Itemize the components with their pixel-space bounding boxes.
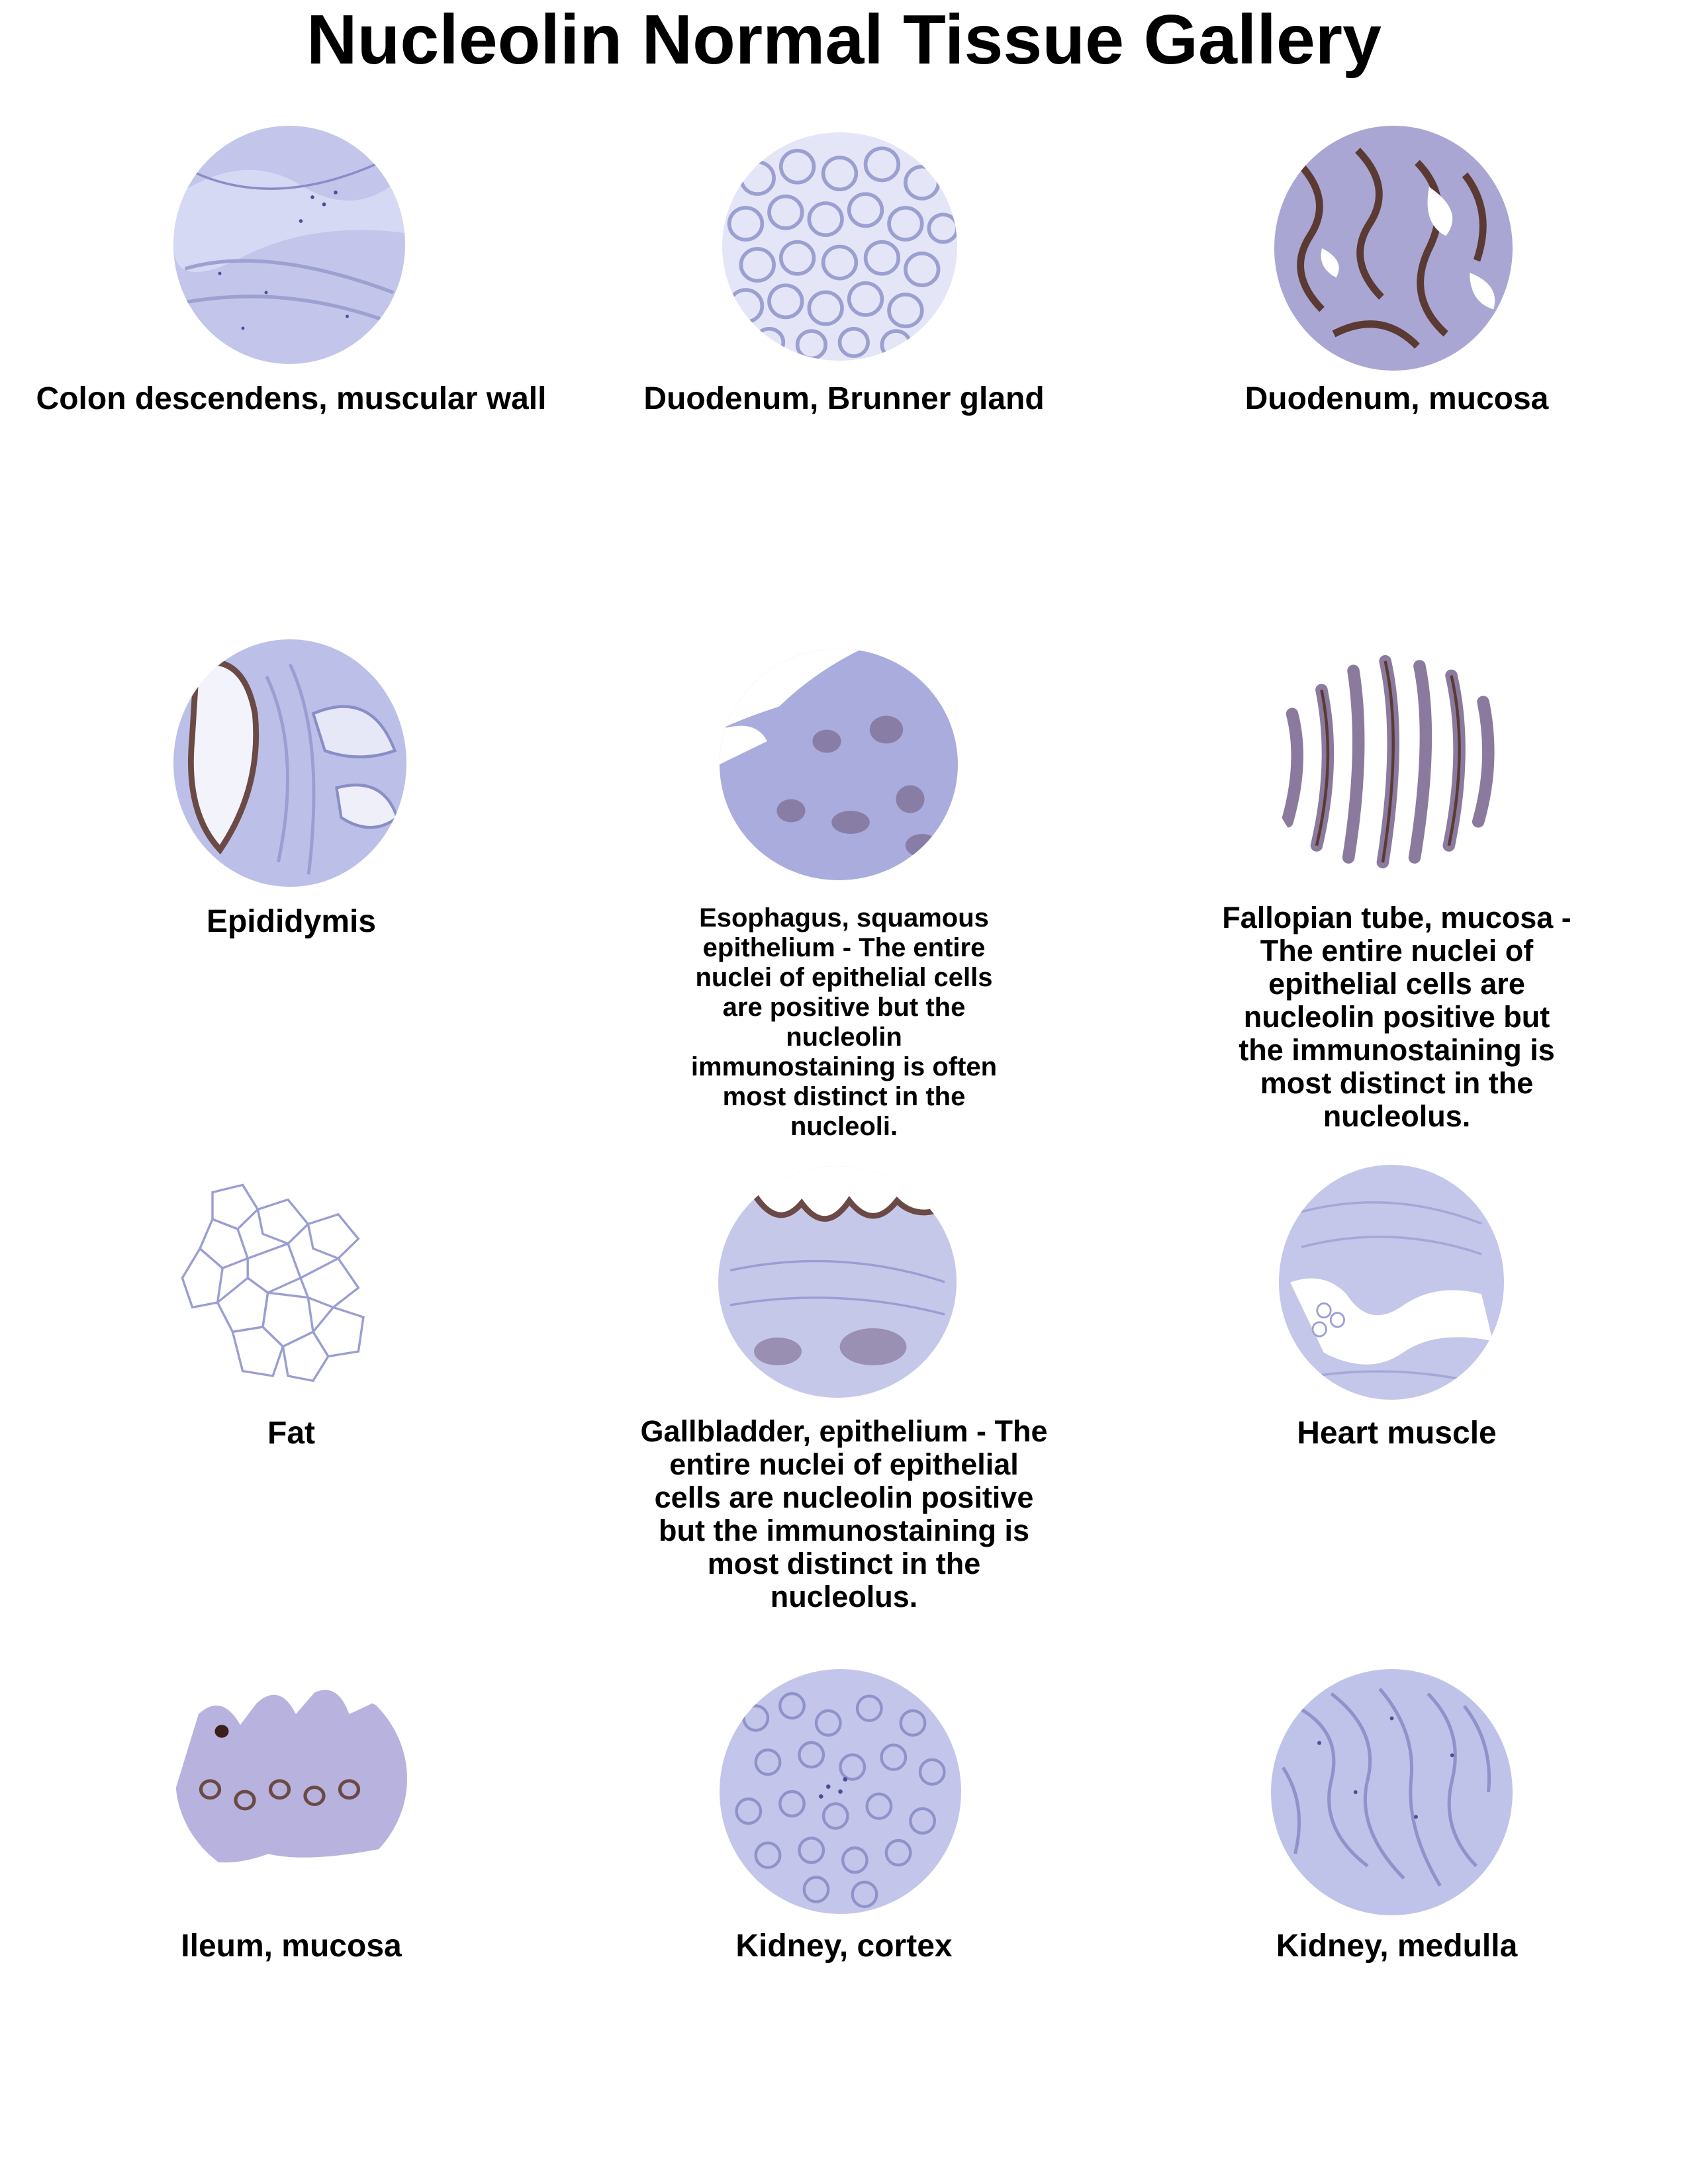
tissue-core-image <box>175 1671 407 1886</box>
page-title: Nucleolin Normal Tissue Gallery <box>306 1 1382 79</box>
tile-ileum <box>26 1668 556 2038</box>
tissue-core-image <box>718 1166 957 1398</box>
tile-caption: Fallopian tube, mucosa - The entire nuclei of epithelial cells are nucleolin positive but the immunostaining is most distinct in the nucleolus. <box>1222 901 1571 1133</box>
tile-caption: Ileum, mucosa <box>181 1929 402 1964</box>
tissue-core-image <box>722 132 957 361</box>
tile-kidney-medulla <box>1132 1668 1662 2038</box>
tile-gallbladder <box>579 1152 1109 1655</box>
tissue-core-image <box>173 639 406 887</box>
tissue-core-image <box>1271 1669 1513 1915</box>
tissue-core-image <box>162 1156 414 1400</box>
tissue-core-image <box>720 649 958 880</box>
tile-esophagus <box>579 635 1109 1141</box>
tile-duodenum-mucosa <box>1132 119 1662 503</box>
tile-fallopian <box>1132 635 1662 1138</box>
tile-fat <box>26 1152 556 1655</box>
tile-colon <box>26 119 556 503</box>
tile-heart <box>1132 1152 1662 1655</box>
tissue-core-image <box>1268 642 1513 882</box>
tile-caption: Heart muscle <box>1297 1416 1497 1451</box>
tile-epididymis <box>26 635 556 1138</box>
tile-caption: Gallbladder, epithelium - The entire nuclei of epithelial cells are nucleolin positive but the immunostaining is most distinct in the nucleolus. <box>640 1414 1048 1614</box>
tissue-core-image <box>720 1669 961 1914</box>
tile-caption: Duodenum, Brunner gland <box>643 381 1045 416</box>
tile-caption: Colon descendens, muscular wall <box>36 381 547 416</box>
tile-brunner <box>579 119 1109 503</box>
tissue-core-image <box>1279 1165 1504 1400</box>
tissue-core-image <box>1274 126 1513 371</box>
tile-caption: Duodenum, mucosa <box>1244 381 1549 416</box>
tile-caption: Kidney, cortex <box>735 1929 953 1964</box>
tile-caption: Epididymis <box>206 904 377 939</box>
tile-kidney-cortex <box>579 1668 1109 2038</box>
tissue-core-image <box>173 126 405 364</box>
tile-caption: Fat <box>267 1416 315 1451</box>
tile-caption: Kidney, medulla <box>1276 1929 1518 1964</box>
tile-caption: Esophagus, squamous epithelium - The entire nuclei of epithelial cells are positive but the nucleolin immunostaining is often most distinct in the nucleoli. <box>690 903 998 1141</box>
